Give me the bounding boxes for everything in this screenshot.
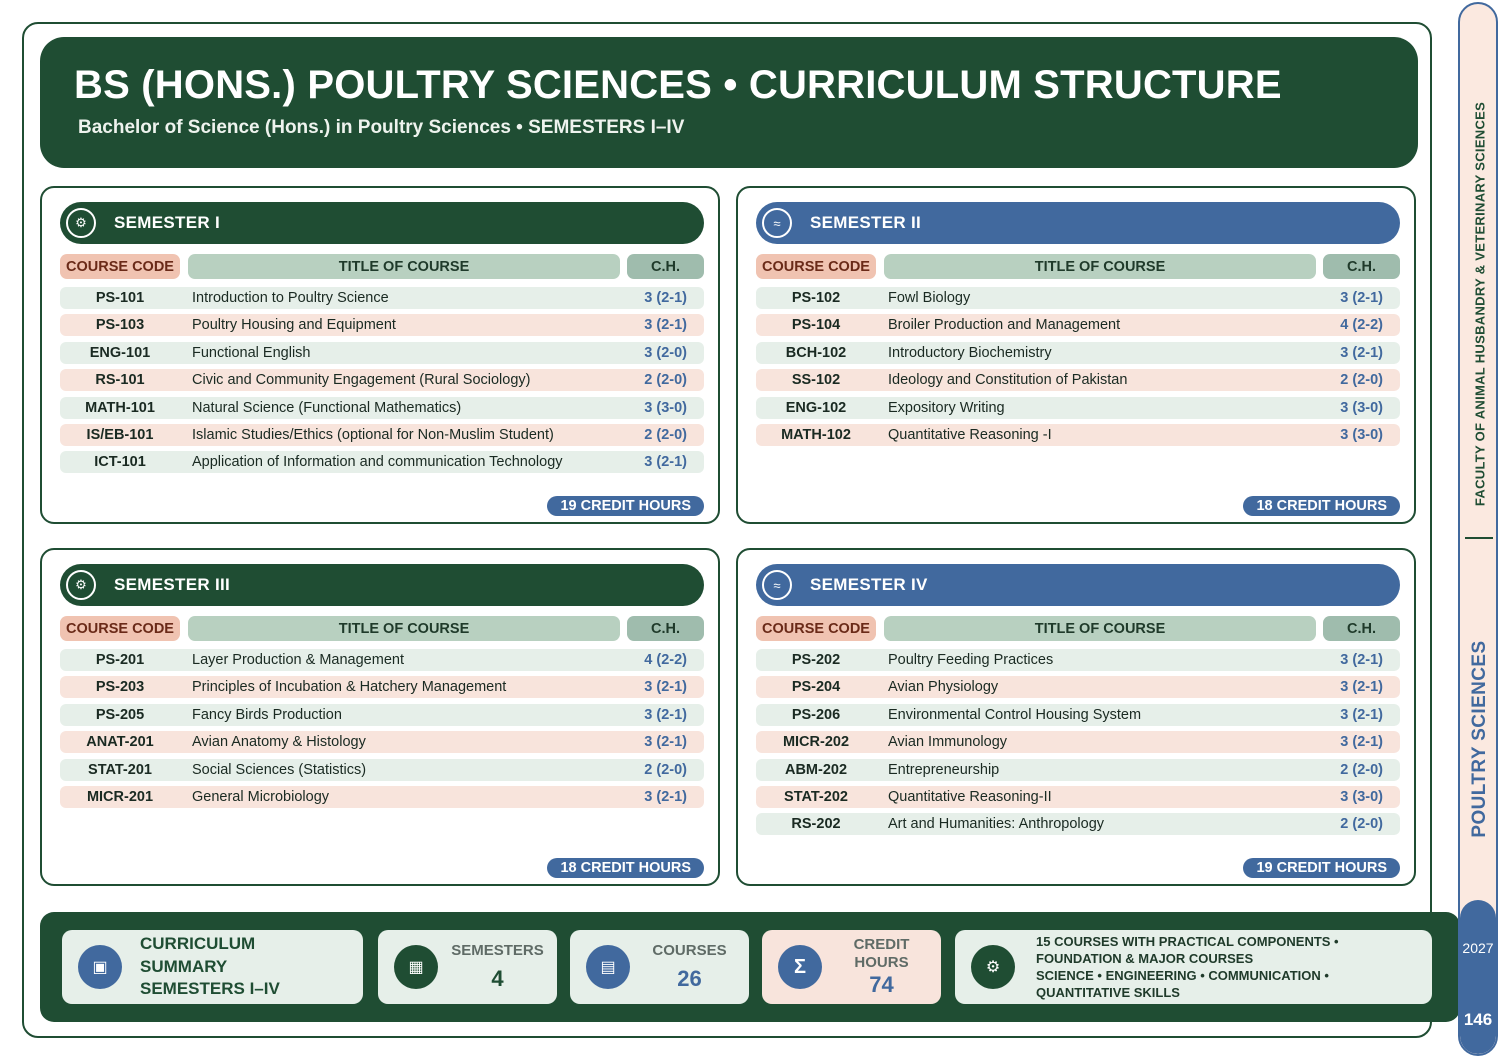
- course-row: [756, 649, 1400, 671]
- course-code: RS-101: [95, 372, 145, 389]
- course-row: [60, 314, 704, 336]
- course-credit-hours: 2 (2-0): [1340, 761, 1383, 778]
- course-code: PS-201: [95, 652, 145, 668]
- course-code: PS-104: [791, 317, 841, 334]
- summary-icon: ▣: [78, 945, 122, 989]
- course-row: [756, 424, 1400, 446]
- column-header-ch: C.H.: [627, 616, 704, 641]
- credit-label-2: HOURS: [854, 954, 909, 971]
- course-row: [60, 287, 704, 309]
- course-code: IS/EB-101: [86, 426, 154, 443]
- column-header-code: COURSE CODE: [60, 616, 180, 641]
- course-row: [60, 424, 704, 446]
- course-row: [60, 786, 704, 808]
- semester-header: [60, 564, 704, 606]
- course-title: Poultry Feeding Practices: [888, 652, 1054, 668]
- course-code: MATH-102: [781, 426, 851, 443]
- course-row: [60, 397, 704, 419]
- course-credit-hours: 4 (2-2): [1340, 317, 1383, 334]
- course-credit-hours: 3 (3-0): [644, 399, 687, 416]
- summary-title-box: [62, 930, 363, 1004]
- course-title: Introductory Biochemistry: [888, 344, 1052, 361]
- course-row: [756, 369, 1400, 391]
- course-row: [60, 451, 704, 473]
- semester-card: [736, 548, 1416, 886]
- note-line2: FOUNDATION & MAJOR COURSES: [1036, 951, 1254, 966]
- course-title: Layer Production & Management: [192, 652, 404, 668]
- course-title: Civic and Community Engagement (Rural Sociology): [192, 372, 531, 389]
- column-header-code: COURSE CODE: [756, 254, 876, 279]
- summary-title-line3: SEMESTERS I–IV: [140, 979, 280, 999]
- note-line4: QUANTITATIVE SKILLS: [1036, 985, 1180, 1000]
- semester-header: [60, 202, 704, 244]
- curriculum-summary-bar: [40, 912, 1460, 1022]
- credit-hours-badge: 19 CREDIT HOURS: [1243, 858, 1400, 878]
- column-header-title: TITLE OF COURSE: [188, 616, 620, 641]
- course-code: ENG-101: [89, 344, 151, 361]
- course-credit-hours: 2 (2-0): [644, 372, 687, 389]
- course-title: Principles of Incubation & Hatchery Management: [192, 679, 507, 696]
- course-credit-hours: 3 (2-1): [644, 454, 687, 471]
- column-header-ch: C.H.: [627, 254, 704, 279]
- course-code: STAT-202: [784, 788, 848, 805]
- course-code: PS-206: [791, 706, 841, 723]
- course-title: Expository Writing: [888, 399, 1005, 416]
- course-code: PS-102: [791, 290, 841, 306]
- course-credit-hours: 3 (3-0): [1340, 426, 1383, 443]
- waves-icon: ≈: [762, 208, 792, 238]
- course-row: [60, 676, 704, 698]
- courses-label: COURSES: [652, 942, 727, 959]
- course-row: [756, 786, 1400, 808]
- course-title: Fowl Biology: [888, 290, 971, 306]
- column-header-ch: C.H.: [1323, 254, 1400, 279]
- course-credit-hours: 3 (2-1): [1340, 290, 1383, 306]
- course-row: [756, 704, 1400, 726]
- course-row: [756, 676, 1400, 698]
- course-title: Quantitative Reasoning-II: [888, 788, 1052, 805]
- course-title: Fancy Birds Production: [192, 706, 342, 723]
- course-code: SS-102: [791, 372, 841, 389]
- semesters-stat-box: [378, 930, 557, 1004]
- course-code: BCH-102: [785, 344, 847, 361]
- course-title: Avian Immunology: [888, 734, 1008, 751]
- tab-divider: [1465, 537, 1493, 539]
- course-code: ANAT-201: [86, 734, 154, 751]
- course-credit-hours: 3 (2-1): [644, 706, 687, 723]
- semester-card: [40, 548, 720, 886]
- page-header: [40, 37, 1418, 168]
- course-list: [756, 287, 1400, 451]
- course-title: Application of Information and communication Technology: [192, 454, 563, 471]
- course-row: [756, 342, 1400, 364]
- course-title: Quantitative Reasoning -I: [888, 426, 1052, 443]
- waves-icon: ≈: [762, 570, 792, 600]
- course-credit-hours: 2 (2-0): [644, 426, 687, 443]
- semester-header: [756, 202, 1400, 244]
- course-title: Avian Anatomy & Histology: [192, 734, 366, 751]
- column-header-code: COURSE CODE: [60, 254, 180, 279]
- course-code: PS-202: [791, 652, 841, 668]
- column-header-ch: C.H.: [1323, 616, 1400, 641]
- credit-value: 74: [869, 972, 894, 997]
- gear-icon: ⚙: [971, 945, 1015, 989]
- course-title: Natural Science (Functional Mathematics): [192, 399, 462, 416]
- faculty-label: FACULTY OF ANIMAL HUSBANDRY & VETERINARY SCIENCES: [1472, 101, 1488, 507]
- course-credit-hours: 3 (2-1): [1340, 652, 1383, 668]
- course-credit-hours: 3 (2-1): [644, 290, 687, 306]
- courses-value: 26: [677, 966, 702, 991]
- course-row: [756, 287, 1400, 309]
- course-row: [60, 649, 704, 671]
- course-title: Introduction to Poultry Science: [192, 290, 389, 306]
- column-header-title: TITLE OF COURSE: [188, 254, 620, 279]
- course-list: [756, 649, 1400, 841]
- summary-note-box: [955, 930, 1432, 1004]
- course-credit-hours: 3 (2-1): [1340, 706, 1383, 723]
- gear-icon: ⚙: [66, 570, 96, 600]
- course-title: Broiler Production and Management: [888, 317, 1121, 334]
- course-title: Social Sciences (Statistics): [192, 761, 367, 778]
- course-credit-hours: 3 (2-1): [644, 788, 687, 805]
- course-row: [756, 397, 1400, 419]
- course-list: [60, 287, 704, 479]
- course-row: [60, 731, 704, 753]
- credit-hours-stat-box: [762, 930, 941, 1004]
- semester-header: [756, 564, 1400, 606]
- course-code: PS-203: [95, 679, 145, 696]
- course-code: ENG-102: [785, 399, 847, 416]
- course-credit-hours: 3 (2-1): [1340, 344, 1383, 361]
- course-code: MATH-101: [85, 399, 155, 416]
- course-row: [756, 813, 1400, 835]
- course-row: [756, 314, 1400, 336]
- credit-hours-badge: 19 CREDIT HOURS: [547, 496, 704, 516]
- course-credit-hours: 3 (2-1): [1340, 679, 1383, 696]
- summary-title-line1: CURRICULUM: [140, 934, 256, 954]
- credit-hours-badge: 18 CREDIT HOURS: [1243, 496, 1400, 516]
- course-title: Islamic Studies/Ethics (optional for Non-Muslim Student): [192, 426, 554, 443]
- course-code: ABM-202: [784, 761, 848, 778]
- course-title: Functional English: [192, 344, 311, 361]
- course-code: STAT-201: [88, 761, 152, 778]
- course-credit-hours: 2 (2-0): [1340, 816, 1383, 833]
- course-list: [60, 649, 704, 813]
- semester-card: [736, 186, 1416, 524]
- course-title: Environmental Control Housing System: [888, 706, 1142, 723]
- page-subtitle: Bachelor of Science (Hons.) in Poultry Sciences • SEMESTERS I–IV: [78, 117, 685, 138]
- department-label: POULTRY SCIENCES: [1469, 640, 1490, 838]
- course-credit-hours: 3 (2-1): [644, 734, 687, 751]
- year-label: 2027: [1462, 940, 1494, 956]
- semester-card: [40, 186, 720, 524]
- courses-stat-box: [570, 930, 749, 1004]
- semester-title: SEMESTER IV: [810, 575, 928, 594]
- column-header-title: TITLE OF COURSE: [884, 616, 1316, 641]
- course-credit-hours: 3 (3-0): [1340, 788, 1383, 805]
- course-credit-hours: 3 (2-1): [1340, 734, 1383, 751]
- course-credit-hours: 3 (2-1): [644, 317, 687, 334]
- course-code: PS-204: [791, 679, 841, 696]
- note-line3: SCIENCE • ENGINEERING • COMMUNICATION •: [1036, 968, 1329, 983]
- credit-label-1: CREDIT: [853, 936, 910, 953]
- course-code: RS-202: [791, 816, 841, 833]
- course-row: [756, 759, 1400, 781]
- course-title: General Microbiology: [192, 788, 330, 805]
- course-code: MICR-202: [782, 734, 850, 751]
- semesters-value: 4: [491, 966, 504, 991]
- course-credit-hours: 3 (3-0): [1340, 399, 1383, 416]
- summary-title-line2: SUMMARY: [140, 956, 228, 976]
- course-row: [60, 759, 704, 781]
- course-title: Ideology and Constitution of Pakistan: [888, 372, 1128, 389]
- course-credit-hours: 2 (2-0): [644, 761, 687, 778]
- semester-title: SEMESTER III: [114, 575, 231, 594]
- course-credit-hours: 3 (2-0): [644, 344, 687, 361]
- course-title: Poultry Housing and Equipment: [192, 317, 396, 334]
- grid-icon: ▦: [394, 945, 438, 989]
- semester-title: SEMESTER II: [810, 213, 921, 232]
- course-code: PS-103: [95, 317, 145, 334]
- credit-hours-badge: 18 CREDIT HOURS: [547, 858, 704, 878]
- list-icon: ▤: [586, 945, 630, 989]
- course-title: Avian Physiology: [888, 679, 999, 696]
- course-credit-hours: 3 (2-1): [644, 679, 687, 696]
- semesters-label: SEMESTERS: [451, 942, 544, 959]
- page-number: 146: [1463, 1010, 1493, 1029]
- course-title: Art and Humanities: Anthropology: [888, 816, 1105, 833]
- note-line1: 15 COURSES WITH PRACTICAL COMPONENTS •: [1036, 934, 1339, 949]
- course-code: PS-101: [95, 290, 145, 306]
- column-header-code: COURSE CODE: [756, 616, 876, 641]
- column-header-title: TITLE OF COURSE: [884, 254, 1316, 279]
- course-row: [60, 704, 704, 726]
- semester-title: SEMESTER I: [114, 213, 220, 232]
- sigma-icon: Σ: [778, 945, 822, 989]
- tab-page-block: [1460, 900, 1496, 1054]
- side-tab: [1458, 2, 1498, 1056]
- course-credit-hours: 2 (2-0): [1340, 372, 1383, 389]
- course-code: ICT-101: [94, 454, 146, 471]
- gear-icon: ⚙: [66, 208, 96, 238]
- course-code: MICR-201: [86, 788, 154, 805]
- page-title: BS (HONS.) POULTRY SCIENCES • CURRICULUM STRUCTURE: [74, 63, 1282, 107]
- course-row: [60, 342, 704, 364]
- course-title: Entrepreneurship: [888, 761, 1000, 778]
- course-row: [60, 369, 704, 391]
- course-credit-hours: 4 (2-2): [644, 652, 687, 668]
- course-code: PS-205: [95, 706, 145, 723]
- course-row: [756, 731, 1400, 753]
